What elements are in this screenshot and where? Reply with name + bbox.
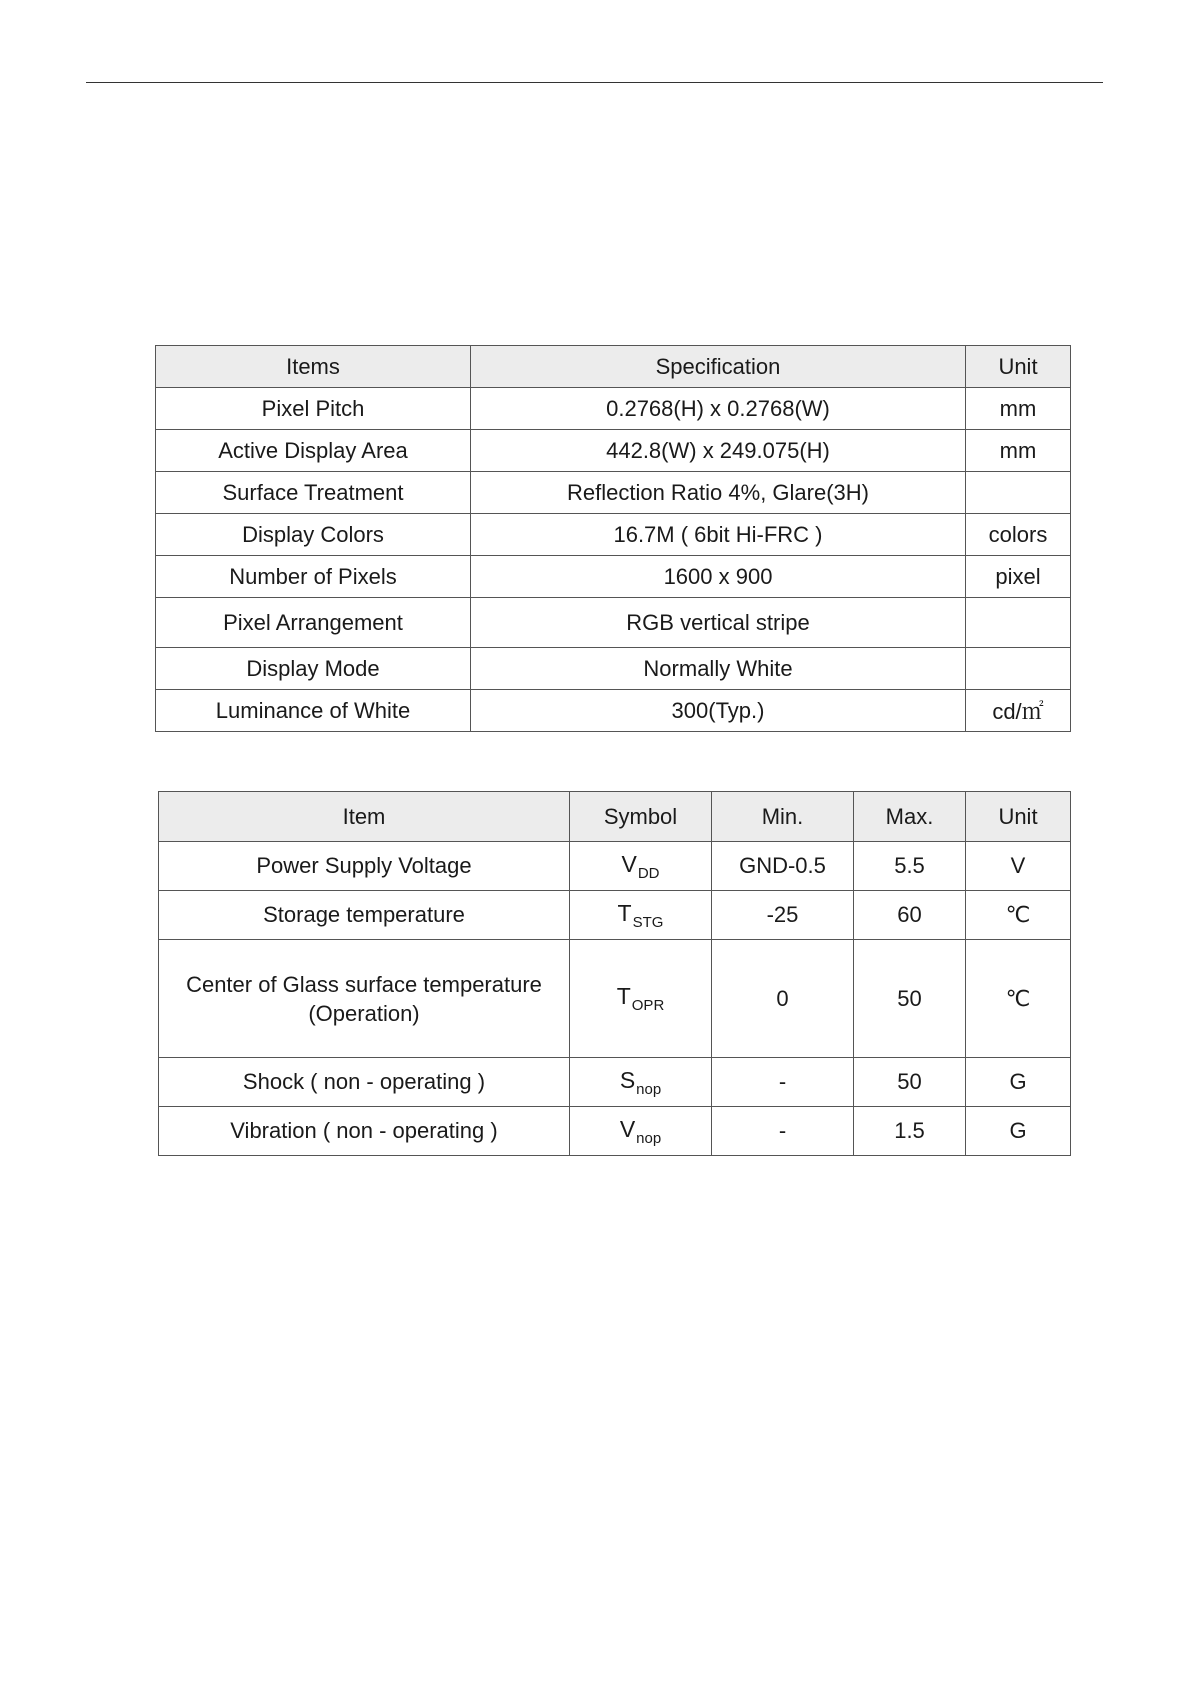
symbol-subscript: DD <box>637 864 660 882</box>
row-symbol <box>570 940 712 1058</box>
header-unit: Unit <box>966 346 1071 388</box>
row-min: - <box>712 1058 854 1107</box>
symbol-subscript: nop <box>636 1129 662 1147</box>
header-item: Item <box>159 792 570 842</box>
symbol-base: V <box>621 850 637 877</box>
row-unit: colors <box>966 514 1071 556</box>
symbol-subscript: nop <box>636 1080 662 1098</box>
row-item: Vibration ( non - operating ) <box>159 1107 570 1156</box>
row-max: 5.5 <box>854 842 966 891</box>
row-unit: mm <box>966 388 1071 430</box>
row-spec: Reflection Ratio 4%, Glare(3H) <box>471 472 966 514</box>
row-max: 50 <box>854 940 966 1058</box>
table-header-row <box>159 792 1071 842</box>
row-item: Display Colors <box>156 514 471 556</box>
table-row <box>156 648 1071 690</box>
symbol-base: T <box>616 983 631 1009</box>
row-item <box>159 940 570 1058</box>
table-row <box>156 430 1071 472</box>
row-item-line: Center of Glass surface temperature <box>186 971 542 997</box>
row-item: Pixel Arrangement <box>156 598 471 648</box>
table-row <box>159 842 1071 891</box>
header-unit: Unit <box>966 792 1071 842</box>
row-min: GND-0.5 <box>712 842 854 891</box>
table-row <box>159 891 1071 940</box>
table-row <box>156 514 1071 556</box>
table-row <box>159 940 1071 1058</box>
row-unit <box>966 472 1071 514</box>
row-spec: 300(Typ.) <box>471 690 966 732</box>
row-min: 0 <box>712 940 854 1058</box>
row-spec: Normally White <box>471 648 966 690</box>
symbol-subscript: OPR <box>631 997 665 1014</box>
header-items: Items <box>156 346 471 388</box>
header-min: Min. <box>712 792 854 842</box>
row-max: 1.5 <box>854 1107 966 1156</box>
row-unit: V <box>966 842 1071 891</box>
table-row <box>159 1107 1071 1156</box>
row-unit: ℃ <box>966 940 1071 1058</box>
row-item: Number of Pixels <box>156 556 471 598</box>
row-item: Pixel Pitch <box>156 388 471 430</box>
row-min: - <box>712 1107 854 1156</box>
row-spec: 0.2768(H) x 0.2768(W) <box>471 388 966 430</box>
row-spec: RGB vertical stripe <box>471 598 966 648</box>
symbol-base: S <box>619 1066 636 1093</box>
table-row <box>156 472 1071 514</box>
row-symbol <box>570 1058 712 1107</box>
table-row <box>159 1058 1071 1107</box>
table-row <box>156 556 1071 598</box>
header-symbol: Symbol <box>570 792 712 842</box>
symbol-base: T <box>617 899 632 926</box>
row-unit: mm <box>966 430 1071 472</box>
row-item: Storage temperature <box>159 891 570 940</box>
display-spec-table <box>155 345 1071 732</box>
row-symbol <box>570 891 712 940</box>
row-max: 60 <box>854 891 966 940</box>
table-row <box>156 598 1071 648</box>
row-max: 50 <box>854 1058 966 1107</box>
header-rule <box>86 82 1103 83</box>
row-spec: 1600 x 900 <box>471 556 966 598</box>
row-symbol <box>570 1107 712 1156</box>
header-specification: Specification <box>471 346 966 388</box>
table-row <box>156 690 1071 732</box>
row-item: Surface Treatment <box>156 472 471 514</box>
row-spec: 16.7M ( 6bit Hi-FRC ) <box>471 514 966 556</box>
row-item: Power Supply Voltage <box>159 842 570 891</box>
row-unit: ℃ <box>966 891 1071 940</box>
row-item: Display Mode <box>156 648 471 690</box>
absolute-ratings-table <box>158 791 1071 1156</box>
row-unit: G <box>966 1058 1071 1107</box>
row-item-line: (Operation) <box>308 1000 420 1026</box>
symbol-subscript: STG <box>632 913 664 931</box>
row-item: Shock ( non - operating ) <box>159 1058 570 1107</box>
table-header-row <box>156 346 1071 388</box>
row-item: Active Display Area <box>156 430 471 472</box>
row-min: -25 <box>712 891 854 940</box>
table-row <box>156 388 1071 430</box>
header-max: Max. <box>854 792 966 842</box>
row-symbol <box>570 842 712 891</box>
symbol-base: V <box>619 1115 636 1142</box>
row-unit <box>966 648 1071 690</box>
row-unit: cd/㎡ <box>966 690 1071 732</box>
row-unit <box>966 598 1071 648</box>
row-unit: G <box>966 1107 1071 1156</box>
row-unit: pixel <box>966 556 1071 598</box>
row-spec: 442.8(W) x 249.075(H) <box>471 430 966 472</box>
row-item: Luminance of White <box>156 690 471 732</box>
